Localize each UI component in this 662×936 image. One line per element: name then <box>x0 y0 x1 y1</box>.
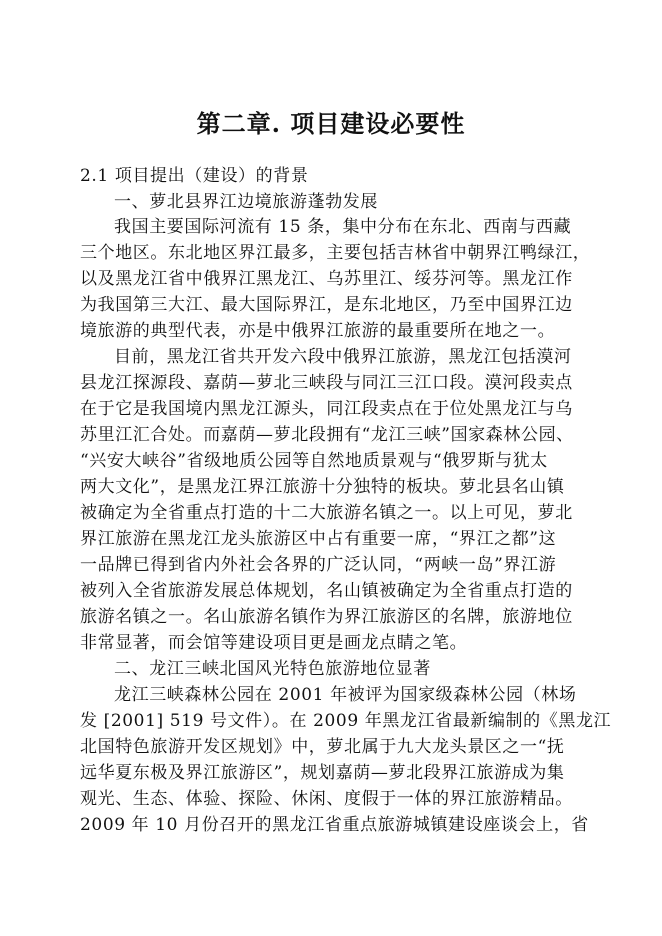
paragraph-line: 在于它是我国境内黑龙江源头，同江段卖点在于位处黑龙江与乌 <box>80 399 573 419</box>
paragraph-line: 被确定为全省重点打造的十二大旅游名镇之一。以上可见，萝北 <box>80 503 573 523</box>
paragraph-line: 发 [2001] 519 号文件）。在 2009 年黑龙江省最新编制的《黑龙江 <box>80 711 612 731</box>
paragraph-line: 北国特色旅游开发区规划》中，萝北属于九大龙头景区之一“抚 <box>80 737 565 757</box>
paragraph-line: 苏里江汇合处。而嘉荫—萝北段拥有“龙江三峡”国家森林公园、 <box>80 425 574 445</box>
paragraph-line: 非常显著，而会馆等建设项目更是画龙点睛之笔。 <box>80 633 468 653</box>
paragraph-line: 我国主要国际河流有 15 条，集中分布在东北、西南与西藏 <box>114 217 572 237</box>
paragraph-line: 为我国第三大江、最大国际界江，是东北地区，乃至中国界江边 <box>80 295 573 315</box>
paragraph-line: 三个地区。东北地区界江最多，主要包括吉林省中朝界江鸭绿江， <box>80 243 591 263</box>
paragraph-line: 被列入全省旅游发展总体规划，名山镇被确定为全省重点打造的 <box>80 581 573 601</box>
subsection-heading-2: 二、龙江三峡北国风光特色旅游地位显著 <box>114 659 431 679</box>
chapter-title: 第二章. 项目建设必要性 <box>196 109 466 138</box>
paragraph-line: 以及黑龙江省中俄界江黑龙江、乌苏里江、绥芬河等。黑龙江作 <box>80 269 573 289</box>
section-heading: 2.1 项目提出（建设）的背景 <box>80 166 309 186</box>
paragraph-line: 境旅游的典型代表，亦是中俄界江旅游的最重要所在地之一。 <box>80 321 556 341</box>
paragraph-line: 观光、生态、体验、探险、休闲、度假于一体的界江旅游精品。 <box>80 789 573 809</box>
paragraph-line: 远华夏东极及界江旅游区”，规划嘉荫—萝北段界江旅游成为集 <box>80 763 565 783</box>
paragraph-line: 县龙江探源段、嘉荫—萝北三峡段与同江三江口段。漠河段卖点 <box>80 373 573 393</box>
paragraph-line: 旅游名镇之一。名山旅游名镇作为界江旅游区的名牌，旅游地位 <box>80 607 573 627</box>
paragraph-line: 界江旅游在黑龙江龙头旅游区中占有重要一席，“界江之都”这 <box>80 529 557 549</box>
subsection-heading-1: 一、萝北县界江边境旅游蓬勃发展 <box>114 192 378 212</box>
paragraph-line: “兴安大峡谷”省级地质公园等自然地质景观与“俄罗斯与犹太 <box>80 451 548 471</box>
paragraph-line: 目前，黑龙江省共开发六段中俄界江旅游，黑龙江包括漠河 <box>114 347 572 367</box>
paragraph-line: 龙江三峡森林公园在 2001 年被评为国家级森林公园（林场 <box>114 685 577 705</box>
paragraph-line: 2009 年 10 月份召开的黑龙江省重点旅游城镇建设座谈会上，省 <box>80 815 589 835</box>
paragraph-line: 一品牌已得到省内外社会各界的广泛认同，“两峡一岛”界江游 <box>80 555 557 575</box>
paragraph-line: 两大文化”，是黑龙江界江旅游十分独特的板块。萝北县名山镇 <box>80 477 565 497</box>
